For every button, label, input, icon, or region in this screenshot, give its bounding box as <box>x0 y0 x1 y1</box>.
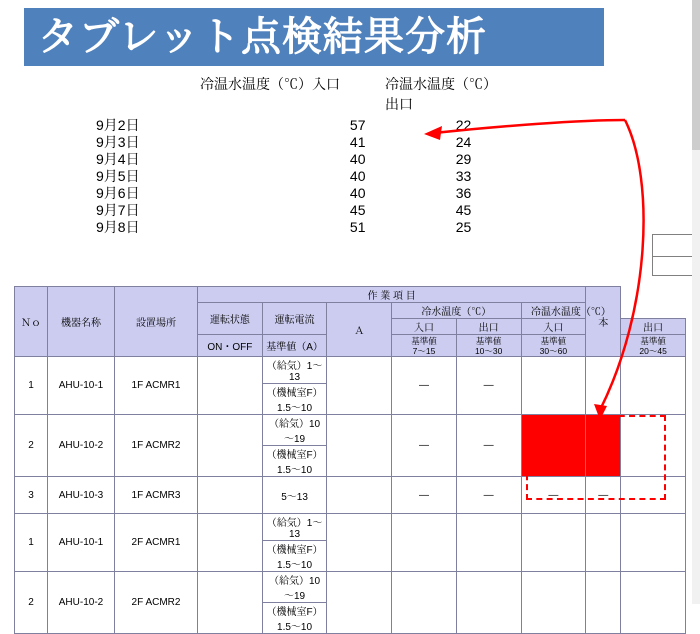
header-std-cold-out <box>456 335 521 357</box>
cell-tail <box>621 477 686 514</box>
summary-date: 9月8日 <box>96 219 140 235</box>
cell-no: 2 <box>15 572 48 634</box>
header-hot-cold-water-temp: 冷温水温度（℃） <box>521 303 621 319</box>
summary-outlet: 45 <box>455 202 472 218</box>
cell-ampere <box>327 357 392 415</box>
summary-date: 9月4日 <box>96 151 140 167</box>
cell-current-line1: （給気）1～13 <box>262 514 327 541</box>
cell-tail <box>621 357 686 415</box>
cell-equipment: AHU-10-1 <box>48 357 115 415</box>
cell-current-line2: （機械室F）1.5～10 <box>262 384 327 415</box>
cell-hot-out <box>586 357 621 415</box>
cell-ampere <box>327 477 392 514</box>
header-ampere: Ａ <box>327 303 392 357</box>
summary-row <box>80 202 500 219</box>
summary-date: 9月6日 <box>96 185 140 201</box>
summary-date: 9月7日 <box>96 202 140 218</box>
std-cold-in-range: 7～15 <box>412 345 436 356</box>
summary-outlet: 25 <box>455 219 472 235</box>
cell-tail <box>621 514 686 572</box>
std-hot-out-range: 20～45 <box>639 345 667 356</box>
summary-inlet: 40 <box>349 185 366 201</box>
cell-cold-in: — <box>392 477 457 514</box>
cell-tail <box>621 415 686 477</box>
cell-equipment: AHU-10-1 <box>48 514 115 572</box>
summary-row <box>80 185 500 202</box>
header-cold-inlet: 入口 <box>392 319 457 335</box>
summary-date: 9月2日 <box>96 117 140 133</box>
cell-location: 2F ACMR1 <box>115 514 198 572</box>
std-cold-in-label: 基準値 <box>411 335 437 346</box>
header-run-current: 運転電流 <box>262 303 327 335</box>
header-no: Ｎｏ <box>15 287 48 357</box>
cell-cold-out <box>456 514 521 572</box>
cell-cold-in <box>392 514 457 572</box>
vertical-scrollbar-thumb[interactable] <box>692 0 700 150</box>
cell-cold-in: — <box>392 415 457 477</box>
header-tail: 本 <box>586 287 621 357</box>
cell-current-line2: （機械室F）1.5～10 <box>262 541 327 572</box>
summary-inlet: 40 <box>349 151 366 167</box>
summary-inlet: 57 <box>349 117 366 133</box>
cell-cold-out: — <box>456 415 521 477</box>
header-cold-water-temp: 冷水温度（℃） <box>392 303 521 319</box>
header-hot-inlet: 入口 <box>521 319 586 335</box>
header-standard-a: 基準値（A） <box>262 335 327 357</box>
vertical-scrollbar-track[interactable] <box>692 0 700 604</box>
summary-outlet: 33 <box>455 168 472 184</box>
table-row <box>15 514 686 541</box>
summary-date: 9月3日 <box>96 134 140 150</box>
summary-row <box>80 168 500 185</box>
summary-header-row <box>80 74 500 114</box>
cell-hot-in <box>521 357 586 415</box>
cell-hot-out-highlighted <box>586 415 621 477</box>
cell-cold-in <box>392 572 457 634</box>
header-hot-outlet: 出口 <box>621 319 686 335</box>
cell-ampere <box>327 514 392 572</box>
cell-on-off <box>198 477 263 514</box>
cell-cold-in: — <box>392 357 457 415</box>
header-location: 設置場所 <box>115 287 198 357</box>
cell-equipment: AHU-10-3 <box>48 477 115 514</box>
std-cold-out-label: 基準値 <box>475 335 502 346</box>
table-row <box>15 357 686 384</box>
cell-ampere <box>327 572 392 634</box>
cell-cold-out: — <box>456 477 521 514</box>
summary-header-inlet: 冷温水温度（℃）入口 <box>200 76 340 92</box>
header-std-hot-in <box>521 335 586 357</box>
cell-equipment: AHU-10-2 <box>48 572 115 634</box>
summary-row <box>80 134 500 151</box>
cell-location: 1F ACMR1 <box>115 357 198 415</box>
summary-outlet: 36 <box>455 185 472 201</box>
table-header-row-group <box>15 287 686 303</box>
cell-on-off <box>198 572 263 634</box>
std-hot-out-label: 基準値 <box>640 335 666 346</box>
cell-location: 2F ACMR2 <box>115 572 198 634</box>
cell-equipment: AHU-10-2 <box>48 415 115 477</box>
cell-no: 2 <box>15 415 48 477</box>
cell-hot-in <box>521 514 586 572</box>
summary-row <box>80 117 500 134</box>
cell-current-line2: （機械室F）1.5～10 <box>262 446 327 477</box>
cell-hot-out <box>586 572 621 634</box>
table-row <box>15 415 686 446</box>
cell-current-line1: （給気）10～19 <box>262 415 327 446</box>
cell-hot-in <box>521 572 586 634</box>
std-hot-in-range: 30～60 <box>539 345 568 356</box>
summary-outlet: 24 <box>455 134 472 150</box>
summary-inlet: 40 <box>349 168 366 184</box>
cell-on-off <box>198 514 263 572</box>
summary-outlet: 29 <box>455 151 472 167</box>
std-hot-in-label: 基準値 <box>540 335 567 346</box>
cell-hot-out: — <box>586 477 621 514</box>
summary-inlet: 51 <box>349 219 366 235</box>
std-cold-out-range: 10～30 <box>474 345 503 356</box>
cell-ampere <box>327 415 392 477</box>
header-work-items: 作 業 項 目 <box>198 287 586 303</box>
header-std-hot-out <box>621 335 686 357</box>
header-equipment: 機器名称 <box>48 287 115 357</box>
summary-outlet: 22 <box>455 117 472 133</box>
table-row <box>15 572 686 603</box>
summary-table <box>80 74 500 236</box>
page-title-banner <box>24 8 604 66</box>
table-row <box>15 477 686 514</box>
cell-hot-out <box>586 514 621 572</box>
cell-hot-in-highlighted <box>521 415 586 477</box>
header-cold-outlet: 出口 <box>456 319 521 335</box>
summary-row <box>80 219 500 236</box>
cell-cold-out <box>456 572 521 634</box>
summary-row <box>80 151 500 168</box>
header-std-cold-in <box>392 335 457 357</box>
cell-tail <box>621 572 686 634</box>
cell-on-off <box>198 357 263 415</box>
summary-header-date <box>80 74 200 114</box>
summary-date: 9月5日 <box>96 168 140 184</box>
cell-location: 1F ACMR2 <box>115 415 198 477</box>
cell-cold-out: — <box>456 357 521 415</box>
cell-hot-in: — <box>521 477 586 514</box>
inspection-table <box>14 286 686 634</box>
summary-inlet: 45 <box>349 202 366 218</box>
header-on-off: ON・OFF <box>198 335 263 357</box>
cell-no: 1 <box>15 514 48 572</box>
cell-current-line1: （給気）10～19 <box>262 572 327 603</box>
header-run-state: 運転状態 <box>198 303 263 335</box>
cell-location: 1F ACMR3 <box>115 477 198 514</box>
cell-current-line2: （機械室F）1.5～10 <box>262 603 327 634</box>
cell-no: 3 <box>15 477 48 514</box>
cell-current-line1: 5～13 <box>262 477 327 514</box>
cell-current-line1: （給気）1～13 <box>262 357 327 384</box>
cell-no: 1 <box>15 357 48 415</box>
page-title: タブレット点検結果分析 <box>38 15 487 59</box>
summary-inlet: 41 <box>349 134 366 150</box>
cell-on-off <box>198 415 263 477</box>
summary-header-outlet: 冷温水温度（℃）出口 <box>385 76 497 112</box>
